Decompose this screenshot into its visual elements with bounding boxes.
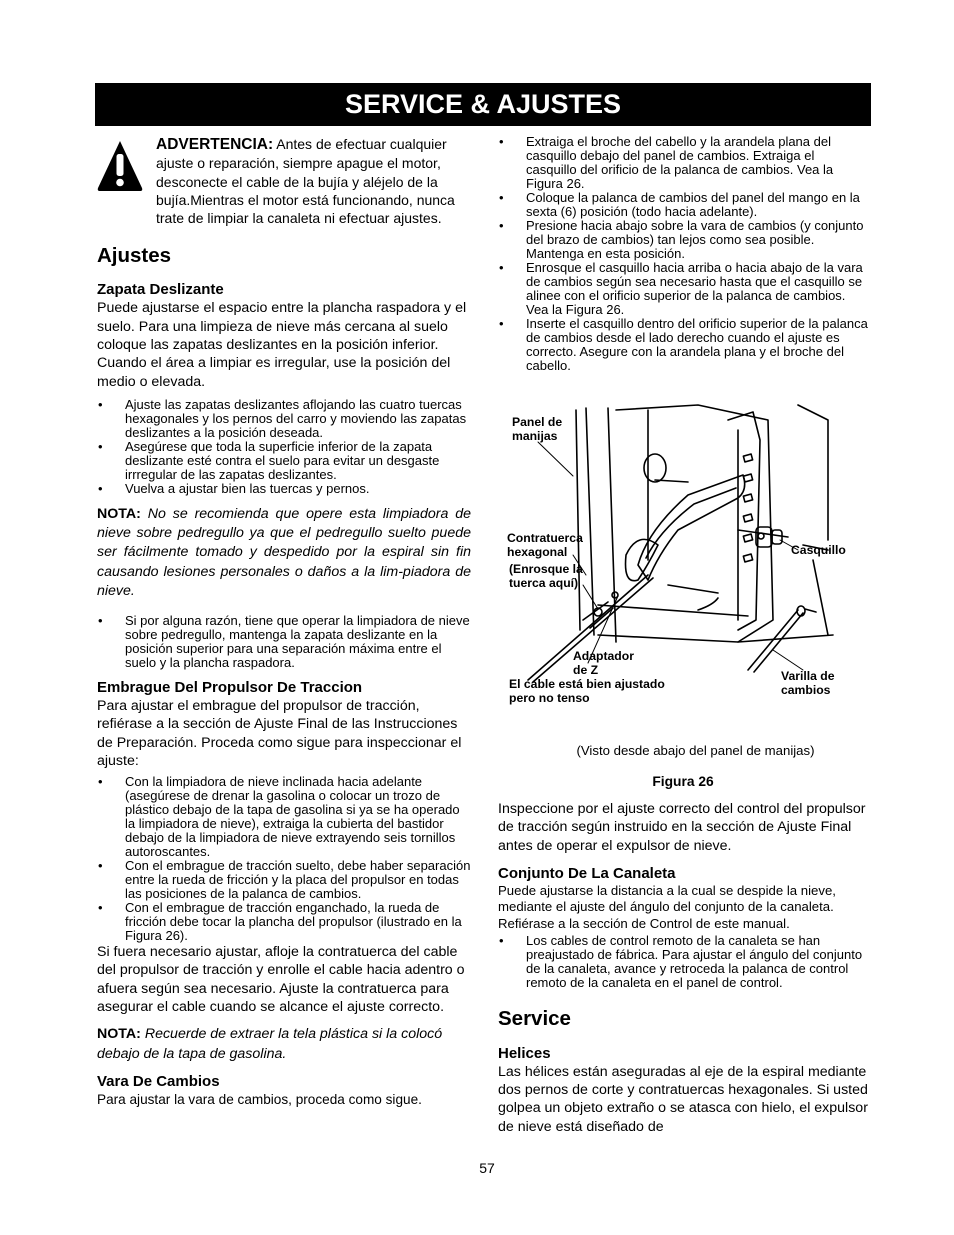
warning-triangle-icon (97, 140, 143, 192)
list-item: • Inserte el casquillo dentro del orificio superior de la palanca de cambios desde el lado derecho cuando el ajuste es correcto. Asegure con la arandela plana y el broche del cabello. (498, 317, 868, 373)
vara-steps (498, 135, 868, 373)
list-item: • Con el embrague de tracción enganchado, la rueda de fricción debe tocar la plancha del propulsor (ilustrado en la Figura 26). (97, 901, 471, 943)
note-label: NOTA: (97, 1026, 141, 1043)
service-heading: Service (498, 1006, 571, 1030)
embrague-bullets (97, 775, 471, 943)
warning-block (97, 135, 471, 227)
figure-view-caption: (Visto desde abajo del panel de manijas) (576, 743, 815, 758)
page-title-bar (95, 83, 871, 126)
label-cable-ajustado: El cable está bien ajustado pero no tenso (509, 677, 665, 705)
label-contratuerca-hexagonal: Contratuerca hexagonal (507, 531, 583, 559)
list-item: • Los cables de control remoto de la canaleta se han preajustado de fábrica. Para ajustar el ángulo del conjunto de la canaleta, avance y retroceda la palanca de control remoto de la canaleta en el panel de control. (498, 934, 868, 990)
list-item: • Coloque la palanca de cambios del panel del mango en la sexta (6) posición (todo hacia adelante). (498, 191, 868, 219)
embrague-body: Para ajustar el embrague del propulsor de tracción, refiérase a la sección de Ajuste Final de las Instrucciones de Preparación. Proceda como sigue para inspeccionar el ajuste: (97, 697, 462, 769)
embrague-note (97, 1025, 471, 1063)
helices-body: Las hélices están aseguradas al eje de la espiral mediante dos pernos de corte y contratuercas hexagonales. Si usted golpea un objeto extraño o se atasca con hielo, el expulsor de nieve está diseñado de (498, 1063, 868, 1135)
warning-heading: ADVERTENCIA: (156, 136, 274, 153)
label-casquillo: Casquillo (791, 543, 846, 557)
embrague-body-2: Si fuera necesario ajustar, afloje la contratuerca del cable del propulsor de tracción y enrolle el cable hacia adentro o afuera según sea necesario. Ajuste la contratuerca para asegurar el cable cuando se alcance el ajuste correcto. (97, 944, 465, 1016)
label-adaptador-de-z: Adaptador de Z (573, 649, 634, 677)
right-column (498, 135, 868, 373)
right-lower-column (498, 800, 868, 1136)
list-item: • Presione hacia abajo sobre la vara de cambios (y conjunto del brazo de cambios) tan lejos como sea posible. Mantenga en esta posición. (498, 219, 868, 261)
warning-lead: Antes de efectuar (276, 136, 386, 152)
note-label: NOTA: (97, 505, 141, 522)
figure-caption: Figura 26 (652, 774, 714, 789)
left-column (97, 135, 471, 1108)
list-item: • Con el embrague de tracción suelto, debe haber separación entre la rueda de fricción y la placa del propulsor en todas las posiciones de la palanca de cambios. (97, 859, 471, 901)
list-item: • Si por alguna razón, tiene que operar la limpiadora de nieve sobre pedregullo, mantenga la zapata deslizante en la posición superior para una separación máxima entre el suelo y la plancha raspadora. (97, 614, 471, 670)
list-item: • Enrosque el casquillo hacia arriba o hacia abajo de la vara de cambios según sea necesario hasta que el casquillo se alinee con el orificio superior de la palanca de cambios. Vea la Figura 26. (498, 261, 868, 317)
zapata-heading: Zapata Deslizante (97, 281, 224, 299)
label-panel-de-manijas: Panel de manijas (512, 415, 563, 443)
zapata-bullets-2 (97, 614, 471, 670)
zapata-bullets (97, 398, 471, 496)
note-text: No se recomienda que opere esta limpiadora de nieve sobre pedregullo ya que el pedregullo suelto puede ser fácilmente tomado y despedido por la espiral sin fin causando lesiones personales o daños a la lim-piadora de nieve. (97, 505, 471, 599)
canaleta-bullets (498, 934, 868, 990)
ajustes-heading: Ajustes (97, 244, 172, 268)
list-item: • Con la limpiadora de nieve inclinada hacia adelante (asegúrese de drenar la gasolina o colocar un trozo de plástico debajo de la tapa de gasolina si ya se ha operado la limpiadora de nieve), extraiga la cubierta del bastidor debajo de la limpiadora de nieve extrayendo seis tornillos autoroscantes. (97, 775, 471, 859)
figure-26 (498, 380, 868, 710)
helices-heading: Helices (498, 1044, 551, 1062)
warning-text (156, 135, 471, 227)
canaleta-body: Puede ajustarse la distancia a la cual se despide la nieve, mediante el ajuste del ángulo del conjunto de la canaleta. Refiérase a la sección de Control de este manual. (498, 882, 836, 932)
vara-body: Para ajustar la vara de cambios, proceda como sigue. (97, 1091, 422, 1107)
vara-heading: Vara De Cambios (97, 1072, 220, 1090)
list-item: • Vuelva a ajustar bien las tuercas y pernos. (97, 482, 471, 496)
page-number: 57 (479, 1160, 495, 1176)
list-item: • Ajuste las zapatas deslizantes aflojando las cuatro tuercas hexagonales y los pernos del carro y moviendo las zapatas deslizantes a la posición deseada. (97, 398, 471, 440)
label-varilla-de-cambios: Varilla de cambios (781, 669, 835, 697)
embrague-heading: Embrague Del Propulsor De Traccion (97, 678, 363, 696)
canaleta-heading: Conjunto De La Canaleta (498, 864, 676, 882)
zapata-body: Puede ajustarse el espacio entre la plancha raspadora y el suelo. Para una limpieza de nieve más cercana al suelo coloque las zapatas deslizantes en la posición inferior. Cuando el área a limpiar es irregular, use la posición del medio o elevada. (97, 300, 467, 390)
warning-body: cualquier ajuste o reparación, siempre apague el motor, desconecte el cable de la bujía y aléjelo de la bujía.Mientras el motor está funcionando, nunca trate de limpiar la canaleta ni efectuar ajustes. (156, 136, 455, 227)
list-item: • Asegúrese que toda la superficie inferior de la zapata deslizante esté contra el suelo para evitar un desgaste irrregular de las zapatas deslizantes. (97, 440, 471, 482)
zapata-note (97, 505, 471, 601)
page-title: SERVICE & AJUSTES (344, 89, 622, 119)
inspeccione-body: Inspeccione por el ajuste correcto del control del propulsor de tracción según instruido en la sección de Ajuste Final antes de operar el expulsor de nieve. (498, 801, 866, 854)
note-text: Recuerde de extraer la tela plástica si la colocó debajo de la tapa de gasolina. (97, 1026, 443, 1062)
list-item: • Extraiga el broche del cabello y la arandela plana del casquillo debajo del panel de cambios. Extraiga el casquillo del orificio de la palanca de cambios. Vea la Figura 26. (498, 135, 868, 191)
label-enrosque: (Enrosque la tuerca aquí) (509, 562, 583, 590)
